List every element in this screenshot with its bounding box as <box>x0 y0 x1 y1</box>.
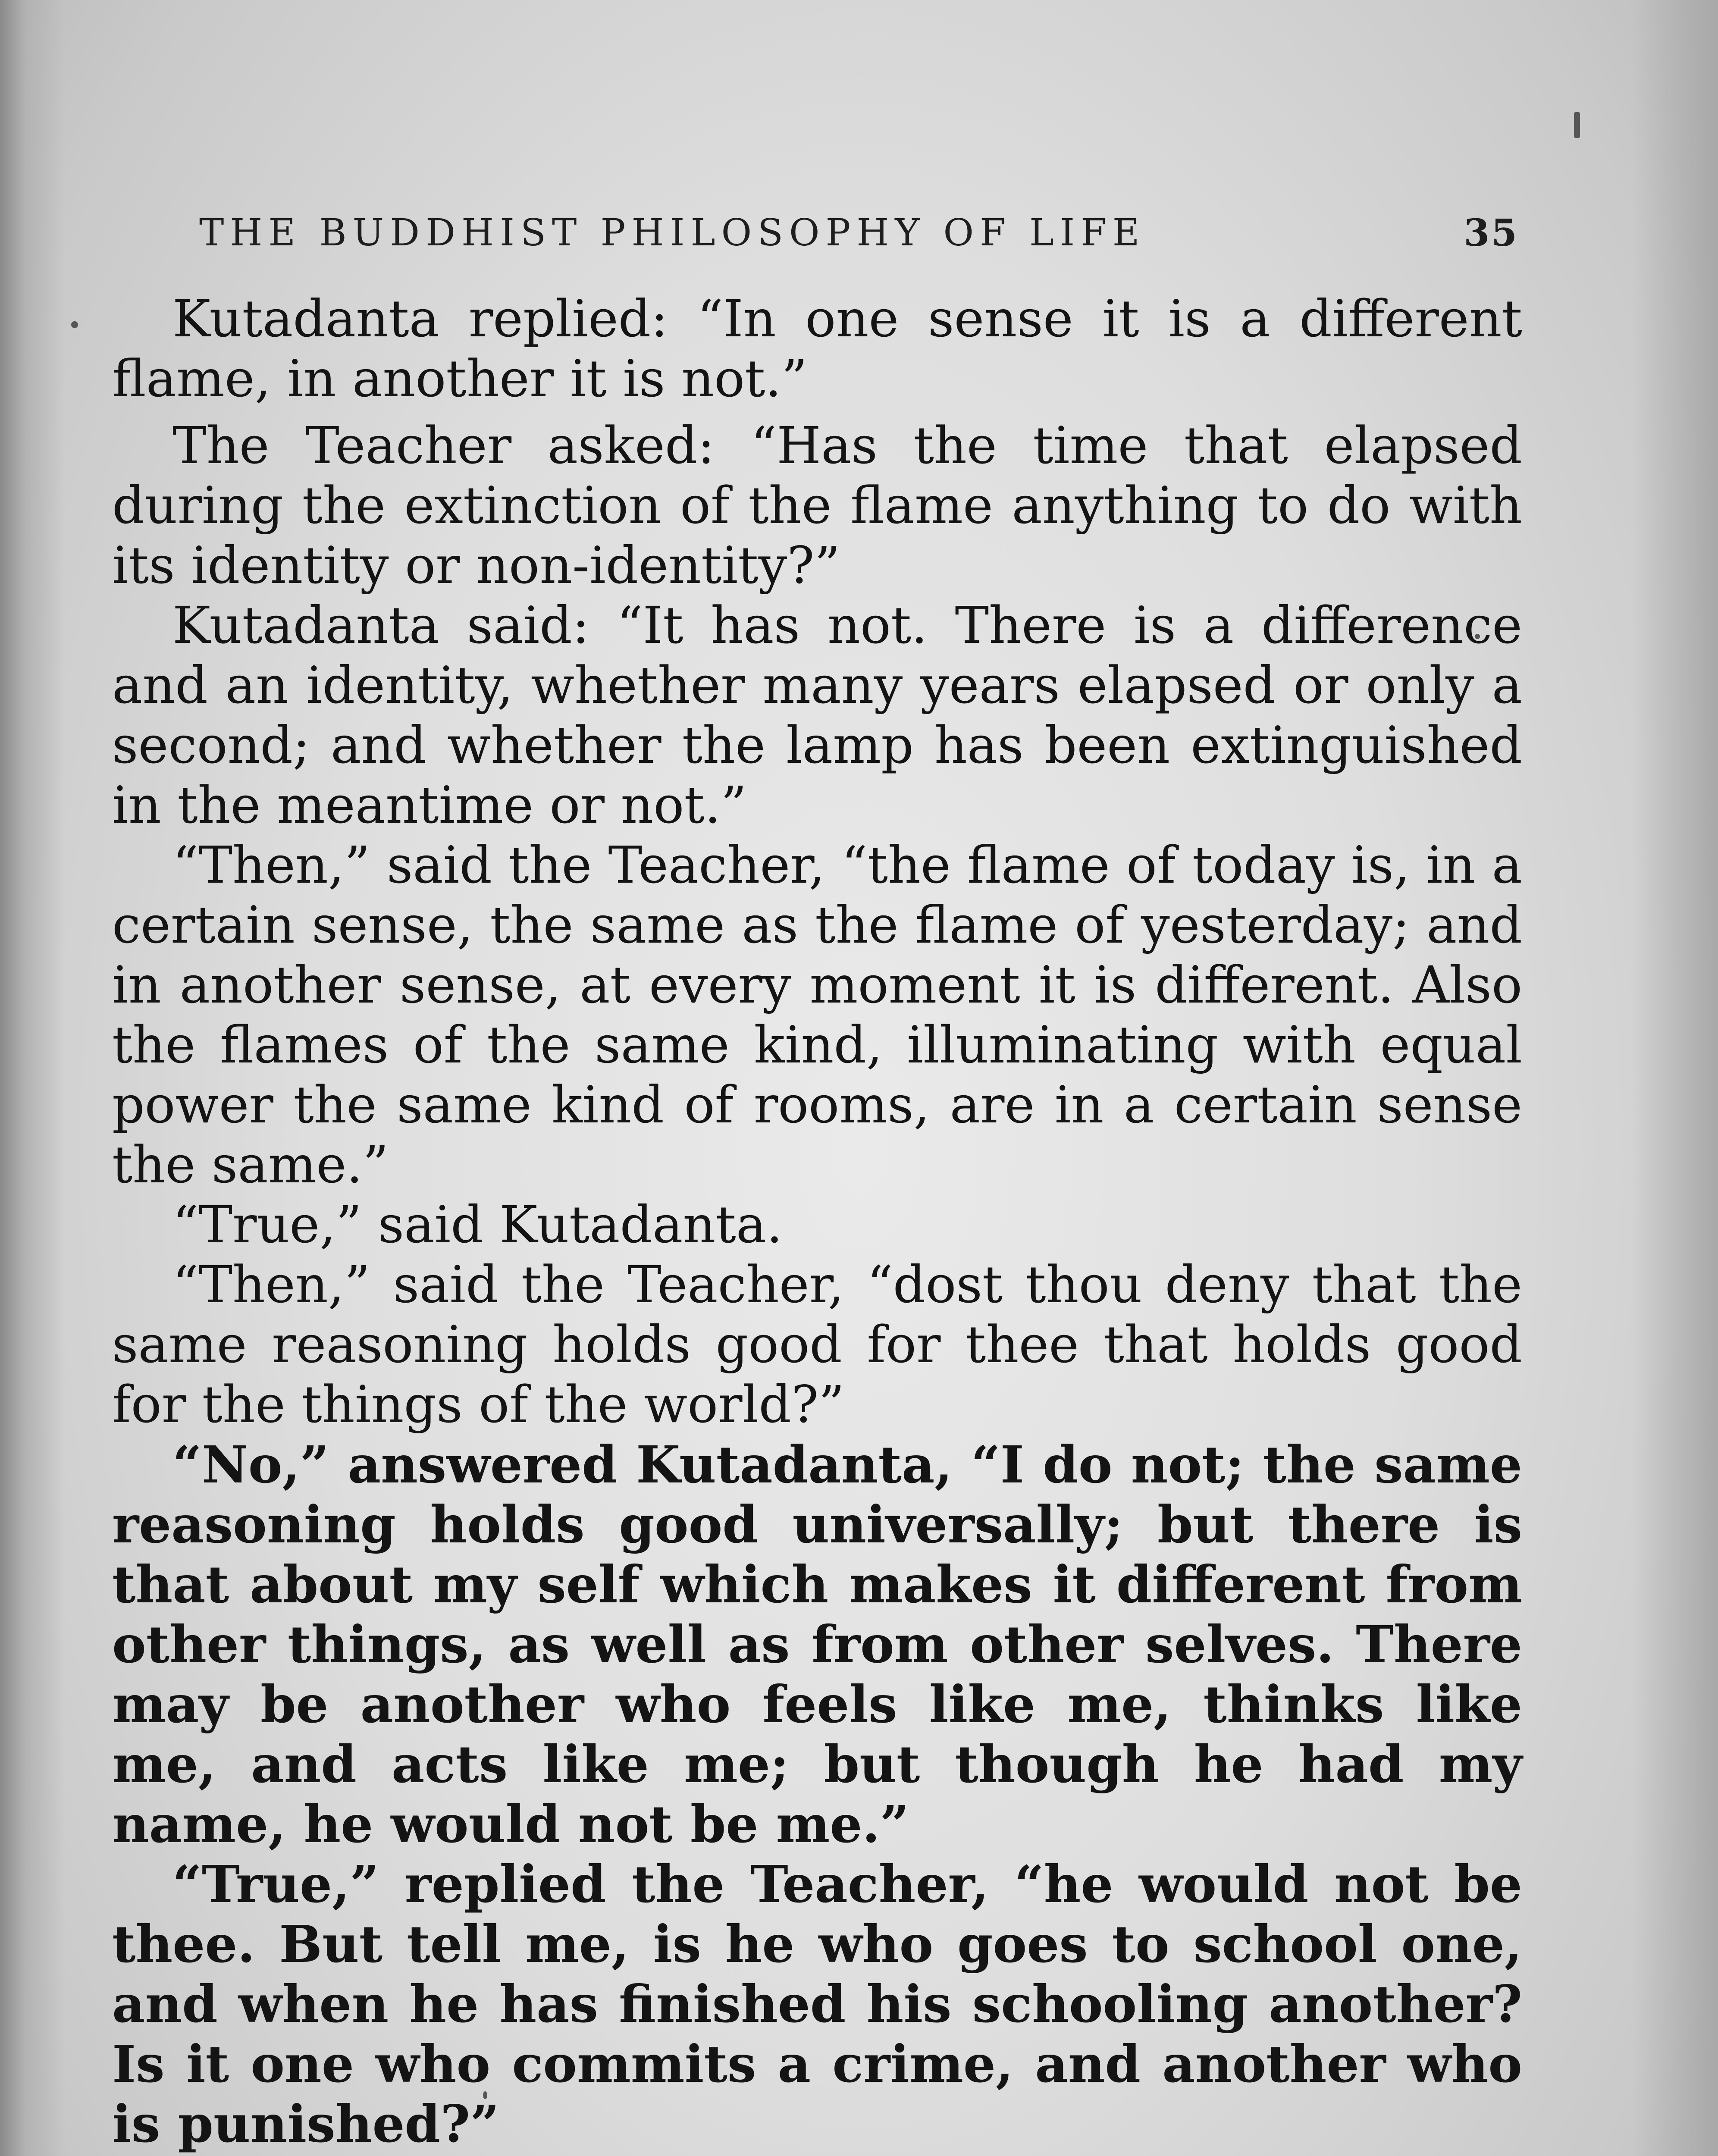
paragraph-no-answered: “No,” answered Kutadanta, “I do not; the same reasoning holds good universally; but there is that about my self which makes it different from other things, as well as from other selves. There may be another who feels like me, thinks like me, and acts like me; but though he had my name, he would not be me.” <box>112 1435 1522 1854</box>
scan-speck <box>1574 112 1580 138</box>
paragraph-flame-of-today: “Then,” said the Teacher, “the flame of today is, in a certain sense, the same as the flame of yesterday; and in another sense, at every moment it is different. Also the flames of the same kind, illuminating with equal power the same kind of rooms, are in a certain sense the same.” <box>112 835 1522 1194</box>
paragraph-kutadanta-said: Kutadanta said: “It has not. There is a difference and an identity, whether many years elapsed or only a second; and whether the lamp has been extinguished in the meantime or not.” <box>112 595 1522 835</box>
paragraph-dost-thou-deny: “Then,” said the Teacher, “dost thou deny that the same reasoning holds good for thee that holds good for the things of the world?” <box>112 1255 1522 1434</box>
page-edge-shadow <box>1632 0 1718 2156</box>
running-head <box>199 203 1519 263</box>
page-number: 35 <box>1464 211 1519 255</box>
paragraph-teacher-asked: The Teacher asked: “Has the time that elapsed during the extinction of the flame anything to do with its identity or non-identity?” <box>112 416 1522 595</box>
scan-speck <box>71 321 78 328</box>
page-gutter-shadow <box>0 0 65 2156</box>
paragraph-true-replied: “True,” replied the Teacher, “he would not be thee. But tell me, is he who goes to school one, and when he has finished his schooling another? Is it one who commits a crime, and another who is punished?” <box>112 1854 1522 2154</box>
running-title: THE BUDDHIST PHILOSOPHY OF LIFE <box>199 211 1146 254</box>
body-text <box>112 289 1522 2154</box>
paragraph-kutadanta-replied: Kutadanta replied: “In one sense it is a different flame, in another it is not.” <box>112 289 1522 408</box>
paragraph-true-said-kutadanta: “True,” said Kutadanta. <box>172 1195 783 1254</box>
